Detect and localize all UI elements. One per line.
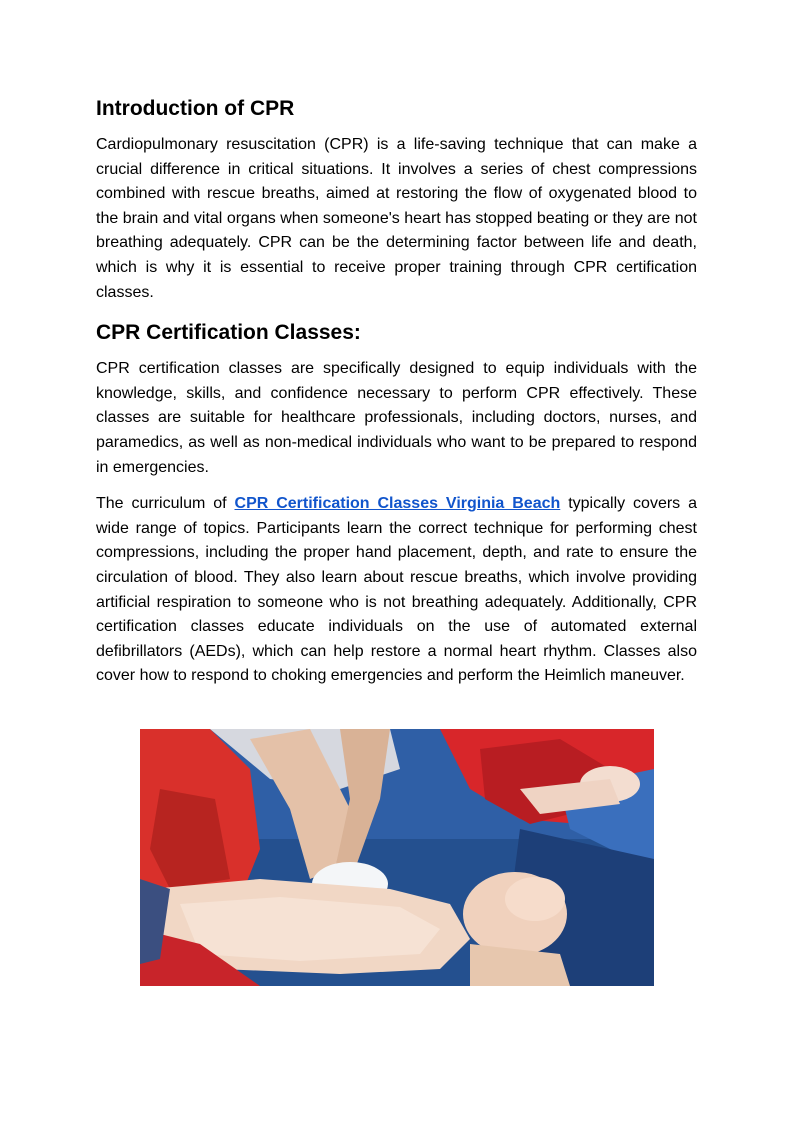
section-heading-introduction: Introduction of CPR [96, 97, 295, 120]
curriculum-text-after-link: typically covers a wide range of topics. Participants learn the correct technique for performing chest compressions, including the proper hand placement, depth, and rate to ensure the circulation of blood. They also learn about rescue breaths, which involve providing artificial respiration to someone who is not breathing adequately. Additionally, CPR certification classes educate individuals on the use of automated external defibrillators (AEDs), which can help restore a normal heart rhythm. Classes also cover how to respond to choking emergencies and perform the Heimlich maneuver. [96, 495, 698, 685]
introduction-paragraph: Cardiopulmonary resuscitation (CPR) is a life-saving technique that can make a crucial difference in critical situations. It involves a series of chest compressions combined with rescue breaths, aimed at restoring the flow of oxygenated blood to the brain and vital organs when someone's heart has stopped beating or they are not breathing adequately. CPR can be the determining factor between life and death, which is why it is essential to receive proper training through CPR certification classes. [96, 136, 697, 301]
cpr-classes-virginia-beach-link[interactable]: CPR Certification Classes Virginia Beach [234, 495, 561, 513]
document-page [96, 95, 697, 701]
curriculum-text-before-link: The curriculum of [96, 495, 235, 513]
section-heading-certification-classes: CPR Certification Classes: [96, 321, 361, 345]
certification-paragraph: CPR certification classes are specifically designed to equip individuals with the knowledge, skills, and confidence necessary to perform CPR effectively. These classes are suitable for healthcare professionals, including doctors, nurses, and paramedics, as well as non-medical individuals who want to be prepared to respond in emergencies. [96, 360, 697, 476]
curriculum-paragraph [96, 492, 697, 689]
cpr-training-photo [140, 729, 654, 986]
